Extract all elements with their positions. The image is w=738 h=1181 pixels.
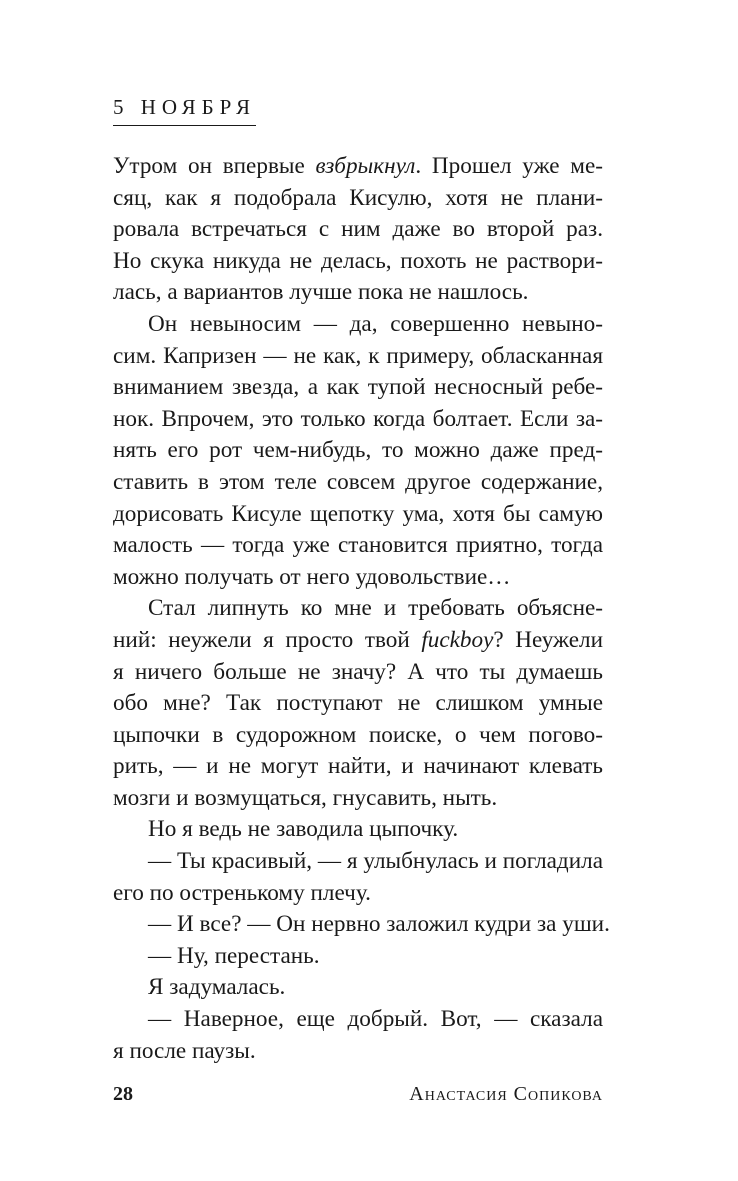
text-line: малость — тогда уже становится приятно, тогда [113,532,603,559]
text-line: обо мне? Так поступают не слишком умные [113,690,603,717]
text-line: лась, а вариантов лучше пока не нашлось. [113,279,529,306]
text-line: нок. Впрочем, это только когда болтает. Если за- [113,405,603,432]
text-line: его по остренькому плечу. [113,879,371,906]
text-line: Стал липнуть ко мне и требовать объясне- [148,595,603,622]
text-line: — И все? — Он нервно заложил кудри за уши. [148,911,610,938]
text-line: ставить в этом теле совсем другое содержание, [113,468,603,495]
text-line: мозги и возмущаться, гнусавить, ныть. [113,784,498,811]
text-line: дорисовать Кисуле щепотку ума, хотя бы самую [113,500,603,527]
chapter-heading [113,93,256,126]
text-line: цыпочки в судорожном поиске, о чем погово- [113,721,603,748]
chapter-number: 5 [113,95,130,119]
text-line: — Ну, перестань. [148,942,320,969]
page-number: 28 [113,1083,133,1105]
text-line: Но я ведь не заводила цыпочку. [148,816,459,843]
text-line: вниманием звезда, а как тупой несносный ребе- [113,374,603,401]
text-line: Я задумалась. [148,974,286,1001]
text-line: Утром он впервые взбрыкнул. Прошел уже ме- [113,153,603,179]
text-line: Он невыносим — да, совершенно невыно- [148,310,603,337]
italic-word: взбрыкнул [315,153,416,179]
text-line: Но скука никуда не делась, похоть не раствори- [113,247,603,274]
text-line: я ничего больше не значу? А что ты думаешь [113,658,603,685]
text-line: сяц, как я подобрала Кисулю, хотя не плани- [113,184,603,211]
text-line: ний: неужели я просто твой fuckboy? Неужели [113,626,603,653]
text-line: нять его рот чем-нибудь, то можно даже пред- [113,437,603,464]
text-line: сим. Капризен — не как, к примеру, обласканная [113,342,603,369]
text-line: я после паузы. [113,1037,256,1064]
body-text [113,151,610,1067]
text-line: — Ты красивый, — я улыбнулась и погладила [148,848,603,875]
running-head-author: Анастасия Сопикова [409,1083,603,1105]
chapter-title: НОЯБРЯ [140,95,257,119]
italic-word: fuckboy [421,626,494,653]
text-line: можно получать от него удовольствие… [113,563,511,590]
text-line: ровала встречаться с ним даже во второй раз. [113,216,603,243]
page-footer [113,1083,603,1106]
text-line: рить, — и не могут найти, и начинают клевать [113,753,603,780]
text-line: — Наверное, еще добрый. Вот, — сказала [148,1006,603,1033]
